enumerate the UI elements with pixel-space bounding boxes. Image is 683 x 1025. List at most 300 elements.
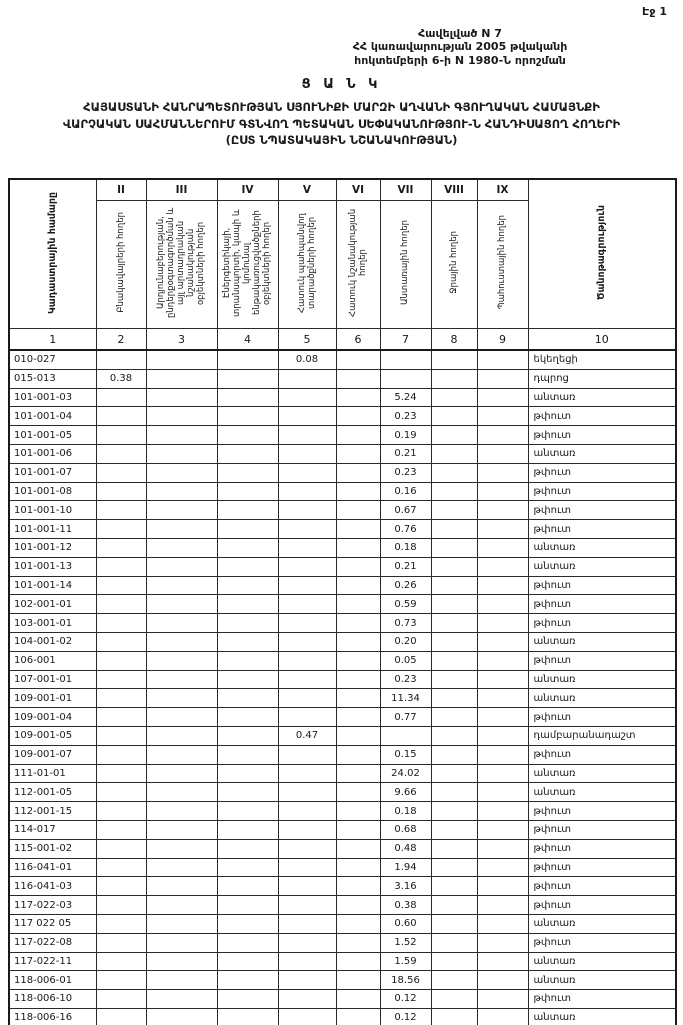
area-value-cell bbox=[431, 990, 477, 1009]
area-value-cell bbox=[146, 971, 217, 990]
area-value-cell bbox=[278, 595, 336, 614]
area-value-cell bbox=[336, 407, 380, 426]
area-value-cell bbox=[380, 726, 431, 745]
area-value-cell bbox=[431, 651, 477, 670]
area-value-cell bbox=[96, 632, 146, 651]
area-value-cell bbox=[96, 858, 146, 877]
table-row bbox=[9, 877, 676, 896]
table-row bbox=[9, 914, 676, 933]
table-row bbox=[9, 726, 676, 745]
table-row bbox=[9, 971, 676, 990]
cadastral-code-cell: 116-041-03 bbox=[9, 877, 96, 896]
column-number: 10 bbox=[528, 329, 676, 351]
header-settlement-lands: Բնակավայրերի հողեր bbox=[96, 201, 146, 329]
area-value-cell bbox=[477, 745, 528, 764]
area-value-cell bbox=[96, 388, 146, 407]
area-value-cell bbox=[278, 407, 336, 426]
area-value-cell bbox=[217, 632, 278, 651]
area-value-cell: 9.66 bbox=[380, 783, 431, 802]
area-value-cell bbox=[146, 802, 217, 821]
area-value-cell bbox=[146, 914, 217, 933]
header-reserve-lands: Պահուստային հողեր bbox=[477, 201, 528, 329]
table-row bbox=[9, 670, 676, 689]
cadastral-code-cell: 101-001-13 bbox=[9, 557, 96, 576]
column-number: 7 bbox=[380, 329, 431, 351]
area-value-cell bbox=[477, 651, 528, 670]
area-value-cell bbox=[278, 388, 336, 407]
area-value-cell bbox=[217, 952, 278, 971]
area-value-cell bbox=[278, 764, 336, 783]
column-number: 9 bbox=[477, 329, 528, 351]
area-value-cell: 1.52 bbox=[380, 933, 431, 952]
cadastral-code-cell: 101-001-14 bbox=[9, 576, 96, 595]
area-value-cell bbox=[146, 520, 217, 539]
area-value-cell: 0.19 bbox=[380, 426, 431, 445]
area-value-cell: 0.20 bbox=[380, 632, 431, 651]
cadastral-code-cell: 118-006-16 bbox=[9, 1008, 96, 1025]
roman-numeral-III: III bbox=[146, 179, 217, 201]
appendix-line-2: ՀՀ կառավարության 2005 թվականի bbox=[352, 40, 568, 54]
area-value-cell: 3.16 bbox=[380, 877, 431, 896]
cadastral-code-cell: 106-001 bbox=[9, 651, 96, 670]
note-cell: թփուտ bbox=[528, 933, 676, 952]
column-number: 5 bbox=[278, 329, 336, 351]
cadastral-code-cell: 109-001-05 bbox=[9, 726, 96, 745]
table-row bbox=[9, 595, 676, 614]
area-value-cell bbox=[336, 820, 380, 839]
area-value-cell bbox=[278, 802, 336, 821]
area-value-cell bbox=[96, 501, 146, 520]
area-value-cell bbox=[146, 877, 217, 896]
area-value-cell bbox=[477, 557, 528, 576]
area-value-cell bbox=[336, 444, 380, 463]
area-value-cell bbox=[146, 557, 217, 576]
area-value-cell bbox=[477, 877, 528, 896]
area-value-cell bbox=[431, 463, 477, 482]
area-value-cell: 0.48 bbox=[380, 839, 431, 858]
area-value-cell bbox=[146, 708, 217, 727]
cadastral-code-cell: 015-013 bbox=[9, 369, 96, 388]
area-value-cell bbox=[477, 764, 528, 783]
note-cell: անտառ bbox=[528, 557, 676, 576]
area-value-cell bbox=[431, 726, 477, 745]
title-line-1: ՀԱՅԱՍՏԱՆԻ ՀԱՆՐԱՊԵՏՈՒԹՅԱՆ ՍՅՈՒՆԻՔԻ ՄԱՐԶԻ ԱՂՎԱՆԻ ԳՅՈՒՂԱԿԱՆ ՀԱՄԱՅՆՔԻ bbox=[83, 100, 600, 114]
table-row bbox=[9, 820, 676, 839]
area-value-cell bbox=[336, 802, 380, 821]
area-value-cell bbox=[96, 576, 146, 595]
area-value-cell bbox=[96, 689, 146, 708]
area-value-cell bbox=[278, 708, 336, 727]
header-notes: Ծանոթագրություն bbox=[528, 179, 676, 329]
note-cell: թփուտ bbox=[528, 463, 676, 482]
area-value-cell bbox=[477, 689, 528, 708]
area-value-cell bbox=[96, 896, 146, 915]
area-value-cell bbox=[336, 990, 380, 1009]
table-row bbox=[9, 839, 676, 858]
area-value-cell bbox=[278, 1008, 336, 1025]
table-row bbox=[9, 501, 676, 520]
area-value-cell bbox=[477, 388, 528, 407]
cadastral-code-cell: 117-022-03 bbox=[9, 896, 96, 915]
area-value-cell bbox=[96, 595, 146, 614]
area-value-cell bbox=[477, 444, 528, 463]
area-value-cell bbox=[146, 463, 217, 482]
cadastral-code-cell: 109-001-07 bbox=[9, 745, 96, 764]
area-value-cell bbox=[146, 632, 217, 651]
note-cell: անտառ bbox=[528, 670, 676, 689]
area-value-cell: 5.24 bbox=[380, 388, 431, 407]
roman-numeral-V: V bbox=[278, 179, 336, 201]
area-value-cell bbox=[96, 407, 146, 426]
area-value-cell bbox=[477, 369, 528, 388]
area-value-cell bbox=[431, 802, 477, 821]
area-value-cell bbox=[96, 670, 146, 689]
area-value-cell bbox=[477, 576, 528, 595]
area-value-cell bbox=[217, 670, 278, 689]
area-value-cell: 0.67 bbox=[380, 501, 431, 520]
note-cell: անտառ bbox=[528, 1008, 676, 1025]
appendix-line-1: Հավելված N 7 bbox=[418, 27, 502, 40]
area-value-cell bbox=[146, 501, 217, 520]
area-value-cell bbox=[96, 482, 146, 501]
area-value-cell bbox=[96, 444, 146, 463]
area-value-cell bbox=[336, 501, 380, 520]
area-value-cell bbox=[431, 388, 477, 407]
area-value-cell bbox=[431, 1008, 477, 1025]
area-value-cell bbox=[336, 369, 380, 388]
area-value-cell bbox=[217, 726, 278, 745]
area-value-cell bbox=[146, 369, 217, 388]
area-value-cell bbox=[477, 971, 528, 990]
area-value-cell bbox=[146, 538, 217, 557]
area-value-cell bbox=[146, 745, 217, 764]
area-value-cell bbox=[336, 1008, 380, 1025]
area-value-cell bbox=[217, 576, 278, 595]
cadastral-code-cell: 107-001-01 bbox=[9, 670, 96, 689]
note-cell: թփուտ bbox=[528, 501, 676, 520]
cadastral-code-cell: 101-001-06 bbox=[9, 444, 96, 463]
area-value-cell: 0.18 bbox=[380, 538, 431, 557]
area-value-cell bbox=[477, 896, 528, 915]
area-value-cell bbox=[477, 520, 528, 539]
area-value-cell: 0.68 bbox=[380, 820, 431, 839]
area-value-cell bbox=[278, 557, 336, 576]
area-value-cell bbox=[477, 990, 528, 1009]
note-cell: դամբարանադաշտ bbox=[528, 726, 676, 745]
area-value-cell: 0.60 bbox=[380, 914, 431, 933]
table-row bbox=[9, 407, 676, 426]
area-value-cell bbox=[336, 971, 380, 990]
area-value-cell bbox=[336, 783, 380, 802]
table-row bbox=[9, 896, 676, 915]
column-number: 6 bbox=[336, 329, 380, 351]
area-value-cell bbox=[217, 1008, 278, 1025]
area-value-cell bbox=[336, 726, 380, 745]
area-value-cell: 11.34 bbox=[380, 689, 431, 708]
area-value-cell: 0.47 bbox=[278, 726, 336, 745]
area-value-cell: 0.73 bbox=[380, 614, 431, 633]
area-value-cell bbox=[217, 651, 278, 670]
area-value-cell bbox=[431, 369, 477, 388]
table-row bbox=[9, 520, 676, 539]
area-value-cell bbox=[336, 632, 380, 651]
cadastral-code-cell: 112-001-15 bbox=[9, 802, 96, 821]
area-value-cell bbox=[146, 670, 217, 689]
area-value-cell: 0.76 bbox=[380, 520, 431, 539]
area-value-cell bbox=[477, 538, 528, 557]
area-value-cell bbox=[431, 877, 477, 896]
note-cell: թփուտ bbox=[528, 520, 676, 539]
note-cell: անտառ bbox=[528, 952, 676, 971]
area-value-cell: 0.59 bbox=[380, 595, 431, 614]
note-cell: թփուտ bbox=[528, 877, 676, 896]
land-parcels-table bbox=[8, 178, 677, 1025]
area-value-cell bbox=[431, 896, 477, 915]
area-value-cell: 0.12 bbox=[380, 990, 431, 1009]
header-energy-transport-lands: Էներգետիկայի, տրանսպորտի, կապի և կոմունալ ենթակառուցվածքների օբյեկտների հողեր bbox=[217, 201, 278, 329]
area-value-cell bbox=[431, 670, 477, 689]
area-value-cell bbox=[336, 482, 380, 501]
area-value-cell bbox=[146, 952, 217, 971]
area-value-cell bbox=[431, 764, 477, 783]
area-value-cell bbox=[336, 651, 380, 670]
area-value-cell bbox=[146, 444, 217, 463]
header-protected-lands: Հատուկ պահպանվող տարածքների հողեր bbox=[278, 201, 336, 329]
column-number: 3 bbox=[146, 329, 217, 351]
table-row bbox=[9, 952, 676, 971]
table-row bbox=[9, 745, 676, 764]
area-value-cell bbox=[217, 520, 278, 539]
area-value-cell bbox=[477, 1008, 528, 1025]
area-value-cell: 0.18 bbox=[380, 802, 431, 821]
area-value-cell bbox=[96, 520, 146, 539]
area-value-cell: 24.02 bbox=[380, 764, 431, 783]
area-value-cell bbox=[146, 651, 217, 670]
area-value-cell bbox=[477, 670, 528, 689]
area-value-cell bbox=[217, 802, 278, 821]
area-value-cell bbox=[96, 971, 146, 990]
area-value-cell bbox=[217, 877, 278, 896]
column-number: 2 bbox=[96, 329, 146, 351]
cadastral-code-cell: 101-001-04 bbox=[9, 407, 96, 426]
table-row bbox=[9, 802, 676, 821]
area-value-cell bbox=[336, 670, 380, 689]
area-value-cell bbox=[477, 839, 528, 858]
area-value-cell bbox=[336, 689, 380, 708]
area-value-cell bbox=[96, 557, 146, 576]
table-row bbox=[9, 783, 676, 802]
area-value-cell bbox=[217, 708, 278, 727]
table-row bbox=[9, 1008, 676, 1025]
table-row bbox=[9, 388, 676, 407]
header-forest-lands: Անտառային հողեր bbox=[380, 201, 431, 329]
area-value-cell bbox=[336, 764, 380, 783]
area-value-cell: 0.21 bbox=[380, 444, 431, 463]
area-value-cell bbox=[217, 783, 278, 802]
table-row bbox=[9, 463, 676, 482]
area-value-cell bbox=[431, 444, 477, 463]
area-value-cell bbox=[477, 802, 528, 821]
area-value-cell bbox=[431, 576, 477, 595]
area-value-cell: 0.23 bbox=[380, 463, 431, 482]
roman-numeral-VI: VI bbox=[336, 179, 380, 201]
table-row bbox=[9, 764, 676, 783]
area-value-cell bbox=[146, 896, 217, 915]
note-cell: թփուտ bbox=[528, 614, 676, 633]
area-value-cell bbox=[146, 839, 217, 858]
area-value-cell bbox=[336, 388, 380, 407]
roman-numeral-VII: VII bbox=[380, 179, 431, 201]
area-value-cell bbox=[431, 933, 477, 952]
area-value-cell bbox=[278, 745, 336, 764]
title-line-2: ՎԱՐՉԱԿԱՆ ՍԱՀՄԱՆՆԵՐՈՒՄ ԳՏՆՎՈՂ ՊԵՏԱԿԱՆ ՍԵՓԱԿԱՆՈՒԹՅՈՒ-Ն ՀԱՆԴԻՍԱՑՈՂ ՀՈՂԵՐԻ bbox=[62, 116, 621, 131]
area-value-cell: 0.08 bbox=[278, 350, 336, 369]
area-value-cell bbox=[96, 538, 146, 557]
area-value-cell bbox=[146, 482, 217, 501]
area-value-cell bbox=[96, 463, 146, 482]
area-value-cell: 0.12 bbox=[380, 1008, 431, 1025]
area-value-cell bbox=[336, 520, 380, 539]
area-value-cell bbox=[217, 914, 278, 933]
area-value-cell bbox=[278, 783, 336, 802]
area-value-cell bbox=[431, 520, 477, 539]
area-value-cell bbox=[278, 971, 336, 990]
cadastral-code-cell: 114-017 bbox=[9, 820, 96, 839]
area-value-cell bbox=[431, 614, 477, 633]
area-value-cell bbox=[336, 745, 380, 764]
cadastral-code-cell: 102-001-01 bbox=[9, 595, 96, 614]
note-cell: անտառ bbox=[528, 914, 676, 933]
table-row bbox=[9, 576, 676, 595]
area-value-cell bbox=[336, 538, 380, 557]
area-value-cell bbox=[336, 557, 380, 576]
cadastral-code-cell: 118-006-10 bbox=[9, 990, 96, 1009]
cadastral-code-cell: 116-041-01 bbox=[9, 858, 96, 877]
area-value-cell bbox=[477, 952, 528, 971]
column-number: 1 bbox=[9, 329, 96, 351]
roman-numeral-II: II bbox=[96, 179, 146, 201]
area-value-cell bbox=[431, 538, 477, 557]
area-value-cell bbox=[431, 350, 477, 369]
area-value-cell bbox=[336, 426, 380, 445]
area-value-cell bbox=[278, 651, 336, 670]
area-value-cell bbox=[96, 350, 146, 369]
area-value-cell bbox=[217, 839, 278, 858]
table-row bbox=[9, 858, 676, 877]
area-value-cell bbox=[431, 689, 477, 708]
note-cell: անտառ bbox=[528, 538, 676, 557]
area-value-cell bbox=[336, 877, 380, 896]
area-value-cell bbox=[278, 538, 336, 557]
area-value-cell bbox=[96, 839, 146, 858]
area-value-cell bbox=[217, 971, 278, 990]
header-industrial-lands: Արդյունաբերության, ընդերքօգտագործման և այլ արտադրական նշանակության օբյեկտների հողեր bbox=[146, 201, 217, 329]
area-value-cell bbox=[278, 858, 336, 877]
area-value-cell bbox=[431, 557, 477, 576]
cadastral-code-cell: 103-001-01 bbox=[9, 614, 96, 633]
table-row bbox=[9, 538, 676, 557]
area-value-cell bbox=[217, 896, 278, 915]
area-value-cell bbox=[96, 745, 146, 764]
area-value-cell bbox=[336, 858, 380, 877]
table-row bbox=[9, 557, 676, 576]
area-value-cell: 0.77 bbox=[380, 708, 431, 727]
table-row bbox=[9, 482, 676, 501]
area-value-cell bbox=[477, 463, 528, 482]
table-row bbox=[9, 708, 676, 727]
roman-numeral-VIII: VIII bbox=[431, 179, 477, 201]
area-value-cell: 1.94 bbox=[380, 858, 431, 877]
area-value-cell: 0.26 bbox=[380, 576, 431, 595]
area-value-cell bbox=[217, 538, 278, 557]
area-value-cell bbox=[431, 839, 477, 858]
area-value-cell bbox=[278, 463, 336, 482]
area-value-cell: 0.16 bbox=[380, 482, 431, 501]
area-value-cell bbox=[217, 689, 278, 708]
area-value-cell bbox=[96, 614, 146, 633]
note-cell: եկեղեցի bbox=[528, 350, 676, 369]
cadastral-code-cell: 117 022 05 bbox=[9, 914, 96, 933]
area-value-cell bbox=[146, 1008, 217, 1025]
area-value-cell bbox=[278, 576, 336, 595]
header-water-lands: Ջրային հողեր bbox=[431, 201, 477, 329]
cadastral-code-cell: 115-001-02 bbox=[9, 839, 96, 858]
table-body bbox=[9, 350, 676, 1025]
appendix-line-3: հոկտեմբերի 6-ի N 1980-Ն որոշման bbox=[354, 53, 566, 67]
table-row bbox=[9, 426, 676, 445]
area-value-cell bbox=[217, 764, 278, 783]
cadastral-code-cell: 104-001-02 bbox=[9, 632, 96, 651]
area-value-cell bbox=[146, 388, 217, 407]
area-value-cell bbox=[477, 783, 528, 802]
table-row bbox=[9, 632, 676, 651]
area-value-cell bbox=[336, 463, 380, 482]
note-cell: թփուտ bbox=[528, 426, 676, 445]
note-cell: թփուտ bbox=[528, 839, 676, 858]
note-cell: անտառ bbox=[528, 764, 676, 783]
area-value-cell bbox=[217, 444, 278, 463]
area-value-cell bbox=[431, 708, 477, 727]
area-value-cell bbox=[278, 632, 336, 651]
area-value-cell bbox=[477, 482, 528, 501]
area-value-cell bbox=[336, 576, 380, 595]
note-cell: անտառ bbox=[528, 783, 676, 802]
area-value-cell bbox=[477, 726, 528, 745]
area-value-cell bbox=[146, 576, 217, 595]
area-value-cell bbox=[431, 482, 477, 501]
note-cell: թփուտ bbox=[528, 745, 676, 764]
area-value-cell bbox=[217, 933, 278, 952]
area-value-cell bbox=[146, 407, 217, 426]
area-value-cell bbox=[278, 482, 336, 501]
area-value-cell: 0.23 bbox=[380, 670, 431, 689]
area-value-cell bbox=[217, 388, 278, 407]
area-value-cell bbox=[477, 407, 528, 426]
area-value-cell bbox=[146, 858, 217, 877]
area-value-cell bbox=[477, 708, 528, 727]
area-value-cell bbox=[278, 877, 336, 896]
table-row bbox=[9, 444, 676, 463]
area-value-cell bbox=[431, 745, 477, 764]
area-value-cell bbox=[278, 614, 336, 633]
area-value-cell bbox=[336, 708, 380, 727]
area-value-cell bbox=[96, 764, 146, 783]
table-row bbox=[9, 689, 676, 708]
table-row bbox=[9, 369, 676, 388]
table-row bbox=[9, 933, 676, 952]
area-value-cell bbox=[217, 858, 278, 877]
cadastral-code-cell: 101-001-05 bbox=[9, 426, 96, 445]
